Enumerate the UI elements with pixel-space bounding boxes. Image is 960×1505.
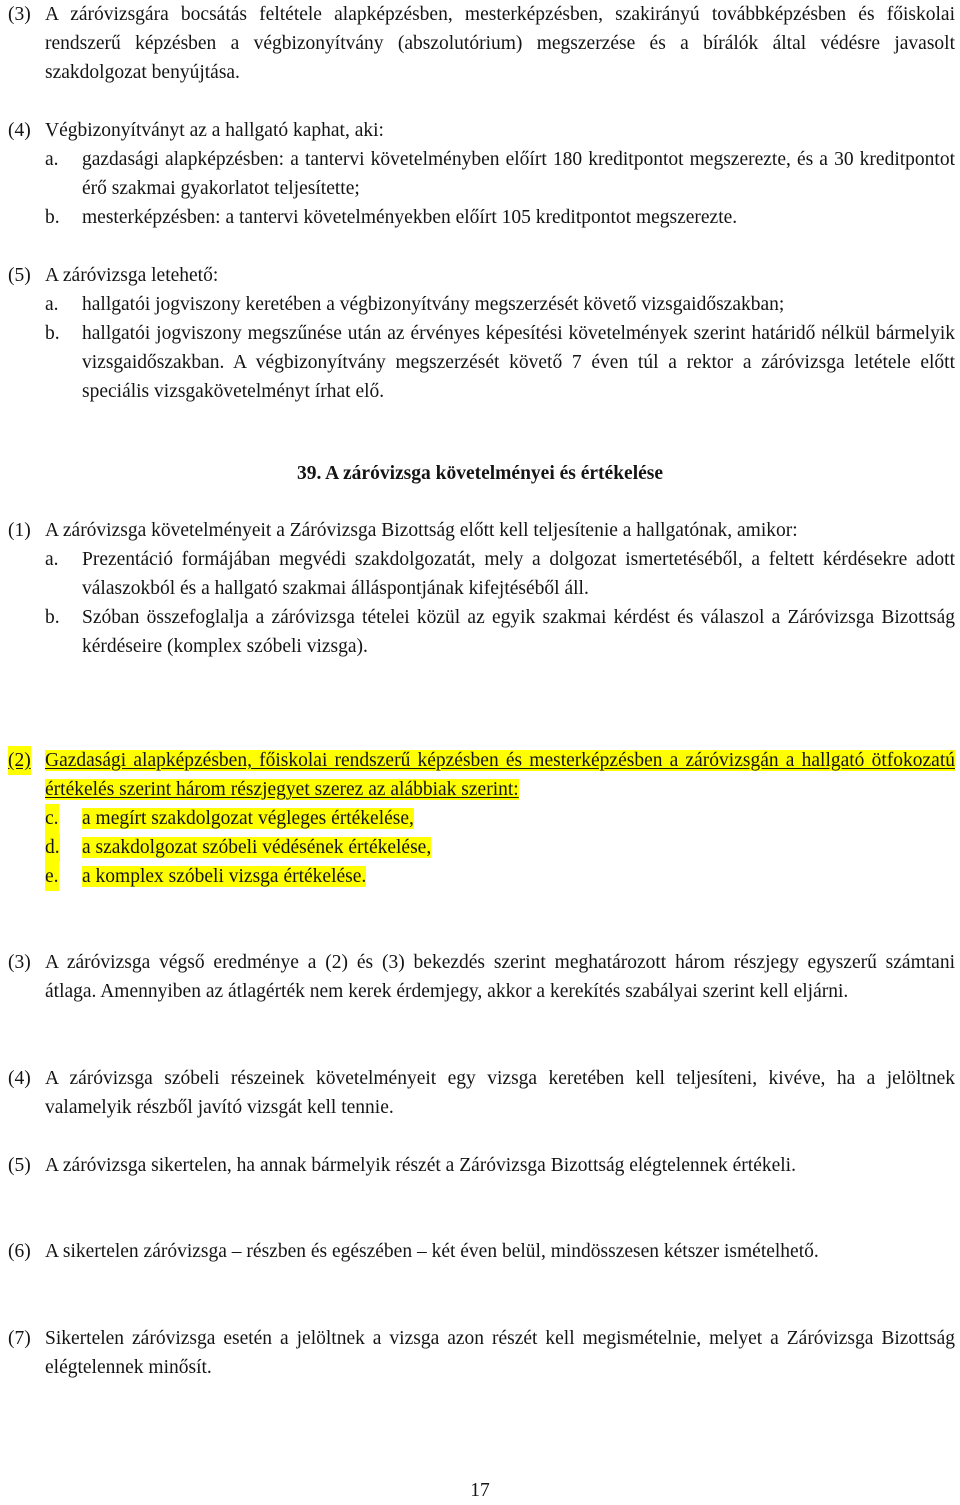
paragraph-4-certificate [8,116,955,232]
list-item-text: a megírt szakdolgozat végleges értékelése, [82,808,414,829]
paragraph-text: A záróvizsgára bocsátás feltétele alapképzésben, mesterképzésben, szakirányú továbbképzésben és főiskolai rendszerű képzésben a végbizonyítvány (abszolutórium) megszerzése és a bírálók által védésre javasolt szakdolgozat benyújtása. [45,4,955,83]
paragraph-number: (6) [8,1241,31,1262]
list-item-text: mesterképzésben: a tantervi követelményekben előírt 105 kreditpontot megszerezte. [82,207,738,228]
paragraph-number: (4) [8,120,31,141]
list-item [45,203,955,232]
paragraph-text: A záróvizsga követelményeit a Záróvizsga Bizottság előtt kell teljesítenie a hallgatónak, amikor: [45,520,798,541]
list-item [45,833,955,862]
paragraph-text: Végbizonyítványt az a hallgató kaphat, aki: [45,120,384,141]
paragraph-number: (1) [8,520,31,541]
list-item-label: c. [45,804,59,833]
paragraph-5-unsuccessful [8,1151,955,1180]
list-item-text: Prezentáció formájában megvédi szakdolgozatát, mely a dolgozat ismertetéséből, a feltett kérdésekre adott válaszokból és a hallgató szakmai álláspontjának kifejtéséből áll. [82,549,955,599]
page-number: 17 [470,1480,490,1501]
paragraph-number: (7) [8,1328,31,1349]
paragraph-text: A záróvizsga letehető: [45,265,219,286]
list-item-text: Szóban összefoglalja a záróvizsga tételei közül az egyik szakmai kérdést és válaszol a Záróvizsga Bizottság kérdéseire (komplex szóbeli vizsga). [82,607,955,657]
paragraph-number: (5) [8,1155,31,1176]
list-item [45,290,955,319]
paragraph-4-oral-parts [8,1064,955,1122]
paragraph-5-exam-taken [8,261,955,406]
list-item [45,319,955,406]
paragraph-1-requirements [8,516,955,661]
section-title: A záróvizsga követelményei és értékelése [325,463,664,484]
list-item [45,603,955,661]
list-item-label: a. [45,294,59,315]
paragraph-3-admission [8,0,955,87]
section-number: 39. [296,463,322,484]
paragraph-number: (3) [8,952,31,973]
paragraph-number: (3) [8,4,31,25]
paragraph-2-grading-highlighted [8,746,955,891]
list-item-label: e. [45,862,59,891]
paragraph-text: A sikertelen záróvizsga – részben és egészében – két éven belül, mindösszesen kétszer ismételhető. [45,1241,819,1262]
paragraph-text: A záróvizsga végső eredménye a (2) és (3) bekezdés szerint meghatározott három részjegy egyszerű számtani átlaga. Amennyiben az átlagérték nem kerek érdemjegy, akkor a kerekítés szabályai szerint kell eljárni. [45,952,955,1002]
list-item-text: a szakdolgozat szóbeli védésének értékelése, [82,837,432,858]
paragraph-number: (4) [8,1068,31,1089]
paragraph-text: Sikertelen záróvizsga esetén a jelöltnek a vizsga azon részét kell megismételnie, melyet a Záróvizsga Bizottság elégtelennek minősít. [45,1328,955,1378]
paragraph-3-final-result [8,948,955,1006]
list-item-label: b. [45,323,60,344]
paragraph-number: (5) [8,265,31,286]
list-item [45,804,955,833]
paragraph-text: A záróvizsga sikertelen, ha annak bármelyik részét a Záróvizsga Bizottság elégtelennek értékeli. [45,1155,796,1176]
list-item [45,145,955,203]
list-item-label: a. [45,149,59,170]
section-heading [0,459,960,488]
paragraph-number: (2) [8,746,31,775]
list-item-text: hallgatói jogviszony megszűnése után az érvényes képesítési követelmények szerint határidő nélkül bármelyik vizsgaidőszakban. A végbizonyítvány megszerzését követő 7 éven túl a rektor a záróvizsga letétele előtt speciális vizsgakövetelményt írhat elő. [82,323,955,402]
list-item [45,545,955,603]
list-item-label: b. [45,607,60,628]
list-item-text: a komplex szóbeli vizsga értékelése. [82,866,367,887]
list-item-label: b. [45,207,60,228]
paragraph-7-retake-part [8,1324,955,1382]
list-item-text: gazdasági alapképzésben: a tantervi követelményben előírt 180 kreditpontot megszerezte, és a 30 kreditpontot érő szakmai gyakorlatot teljesítette; [82,149,955,199]
list-item-label: d. [45,833,60,862]
list-item-label: a. [45,549,59,570]
paragraph-text: A záróvizsga szóbeli részeinek követelményeit egy vizsga keretében kell teljesíteni, kivéve, ha a jelöltnek valamelyik részből javító vizsgát kell tennie. [45,1068,955,1118]
paragraph-text: Gazdasági alapképzésben, főiskolai rendszerű képzésben és mesterképzésben a záróvizsgán a hallgató ötfokozatú értékelés szerint három részjegyet szerez az alábbiak szerint: [45,750,955,800]
list-item-text: hallgatói jogviszony keretében a végbizonyítvány megszerzését követő vizsgaidőszakban; [82,294,785,315]
list-item [45,862,955,891]
paragraph-6-repeat [8,1237,955,1266]
